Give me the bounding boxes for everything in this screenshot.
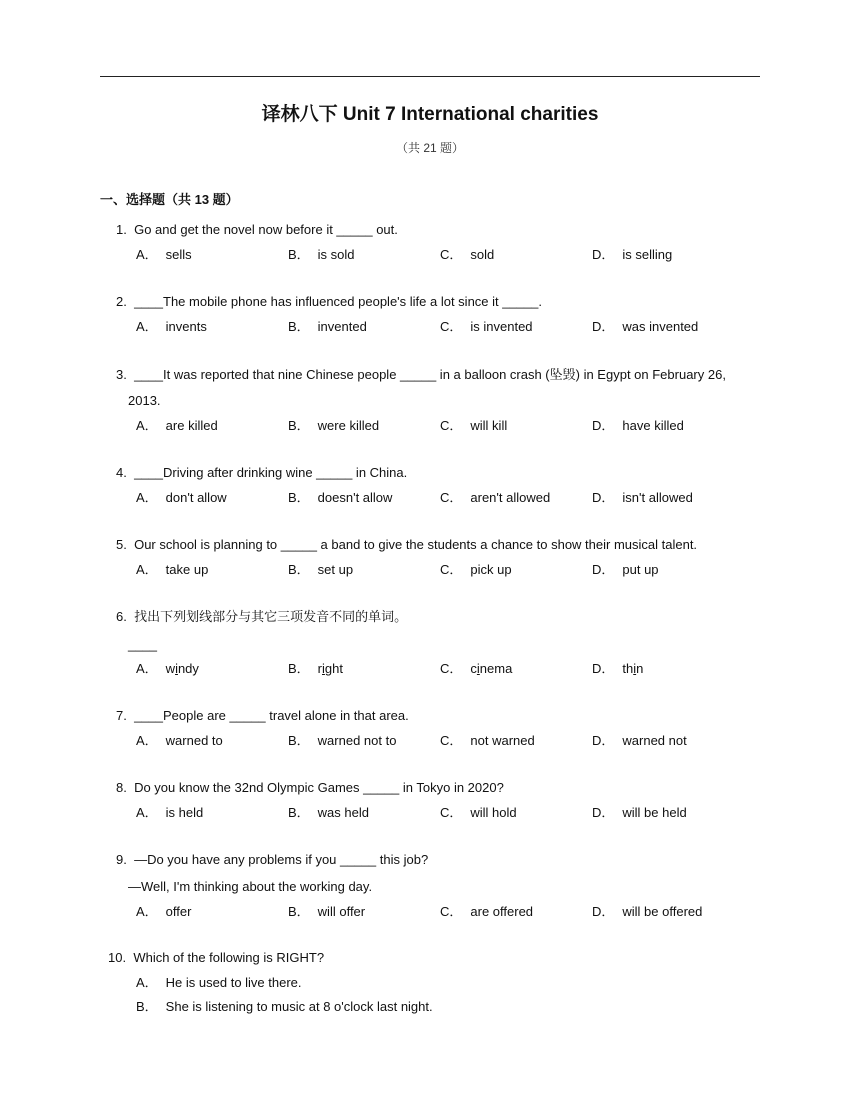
- option-a[interactable]: A． don't allow: [136, 490, 227, 505]
- option-d[interactable]: D． thin: [592, 661, 644, 676]
- option-b[interactable]: B． set up: [288, 562, 354, 577]
- question-stem: [116, 775, 762, 801]
- question-text: ____It was reported that nine Chinese people _____ in a balloon crash (坠毁) in Egypt on February 26,: [134, 367, 726, 382]
- question-text: Which of the following is RIGHT?: [133, 950, 325, 965]
- option-a[interactable]: A． invents: [136, 319, 207, 334]
- question-number: 2.: [116, 294, 127, 309]
- option-b[interactable]: B． will offer: [288, 904, 366, 919]
- option-d[interactable]: D． put up: [592, 562, 659, 577]
- option-d[interactable]: D． was invented: [592, 319, 699, 334]
- option-b[interactable]: B． were killed: [288, 418, 380, 433]
- question-number: 1.: [116, 222, 127, 237]
- option-b[interactable]: B． right: [288, 661, 343, 676]
- question-text: ____Driving after drinking wine _____ in China.: [134, 465, 408, 480]
- underlined-letter: i: [476, 661, 480, 676]
- question-stem: [116, 289, 762, 315]
- question-stem-continued: —Well, I'm thinking about the working day.: [128, 879, 373, 894]
- question-text: ____People are _____ travel alone in that area.: [134, 708, 409, 723]
- question-text: ____The mobile phone has influenced people's life a lot since it _____.: [134, 294, 543, 309]
- question-text: Our school is planning to _____ a band to give the students a chance to show their musical talent.: [134, 537, 698, 552]
- question-text: Go and get the novel now before it _____ out.: [134, 222, 398, 237]
- option-c[interactable]: C． pick up: [440, 562, 512, 577]
- question-text: 找出下列划线部分与其它三项发音不同的单词。: [134, 609, 408, 624]
- question-stem: [116, 217, 762, 243]
- page-title: 译林八下 Unit 7 International charities: [261, 104, 599, 125]
- question-number: 4.: [116, 465, 127, 480]
- option-c[interactable]: C． not warned: [440, 733, 535, 748]
- option-a[interactable]: A． He is used to live there.: [136, 975, 302, 990]
- question-number: 8.: [116, 780, 127, 795]
- question-text: —Do you have any problems if you _____ this job?: [134, 852, 429, 867]
- option-a[interactable]: A． is held: [136, 805, 204, 820]
- option-d[interactable]: D． is selling: [592, 247, 673, 262]
- option-a[interactable]: A． sells: [136, 247, 192, 262]
- section-heading: 一、选择题（共 13 题）: [100, 192, 239, 207]
- option-b[interactable]: B． She is listening to music at 8 o'clock last night.: [136, 999, 433, 1014]
- option-b[interactable]: B． invented: [288, 319, 367, 334]
- option-d[interactable]: D． have killed: [592, 418, 684, 433]
- option-a[interactable]: A． take up: [136, 562, 209, 577]
- question-stem: [116, 460, 762, 486]
- option-c[interactable]: C． will hold: [440, 805, 517, 820]
- option-a[interactable]: A． windy: [136, 661, 199, 676]
- option-d[interactable]: D． warned not: [592, 733, 687, 748]
- question-count: （共 21 题）: [395, 141, 465, 155]
- question-text: Do you know the 32nd Olympic Games _____ in Tokyo in 2020?: [134, 780, 504, 795]
- underlined-letter: i: [175, 661, 178, 676]
- underlined-letter: i: [322, 661, 325, 676]
- option-c[interactable]: C． aren't allowed: [440, 490, 551, 505]
- question-number: 7.: [116, 708, 127, 723]
- option-c[interactable]: C． is invented: [440, 319, 533, 334]
- answer-blank: ____: [128, 637, 157, 652]
- header-rule: [100, 76, 760, 77]
- option-a[interactable]: A． offer: [136, 904, 192, 919]
- option-c[interactable]: C． cinema: [440, 661, 513, 676]
- option-b[interactable]: B． is sold: [288, 247, 355, 262]
- question-stem: [116, 847, 762, 873]
- underlined-letter: i: [633, 661, 637, 676]
- question-stem: [116, 362, 770, 388]
- option-a[interactable]: A． warned to: [136, 733, 223, 748]
- option-d[interactable]: D． will be held: [592, 805, 687, 820]
- question-number: 9.: [116, 852, 127, 867]
- question-stem: [116, 703, 762, 729]
- question-number: 3.: [116, 367, 127, 382]
- question-number: 10.: [108, 950, 127, 965]
- option-a[interactable]: A． are killed: [136, 418, 218, 433]
- option-c[interactable]: C． will kill: [440, 418, 508, 433]
- question-stem: [116, 604, 762, 630]
- option-c[interactable]: C． are offered: [440, 904, 534, 919]
- option-b[interactable]: B． was held: [288, 805, 369, 820]
- question-stem-continued: 2013.: [128, 393, 161, 408]
- option-d[interactable]: D． isn't allowed: [592, 490, 693, 505]
- question-number: 5.: [116, 537, 127, 552]
- option-d[interactable]: D． will be offered: [592, 904, 703, 919]
- question-number: 6.: [116, 609, 127, 624]
- question-stem: [116, 532, 762, 558]
- question-stem: [108, 945, 762, 971]
- option-b[interactable]: B． warned not to: [288, 733, 397, 748]
- option-c[interactable]: C． sold: [440, 247, 495, 262]
- option-b[interactable]: B． doesn't allow: [288, 490, 393, 505]
